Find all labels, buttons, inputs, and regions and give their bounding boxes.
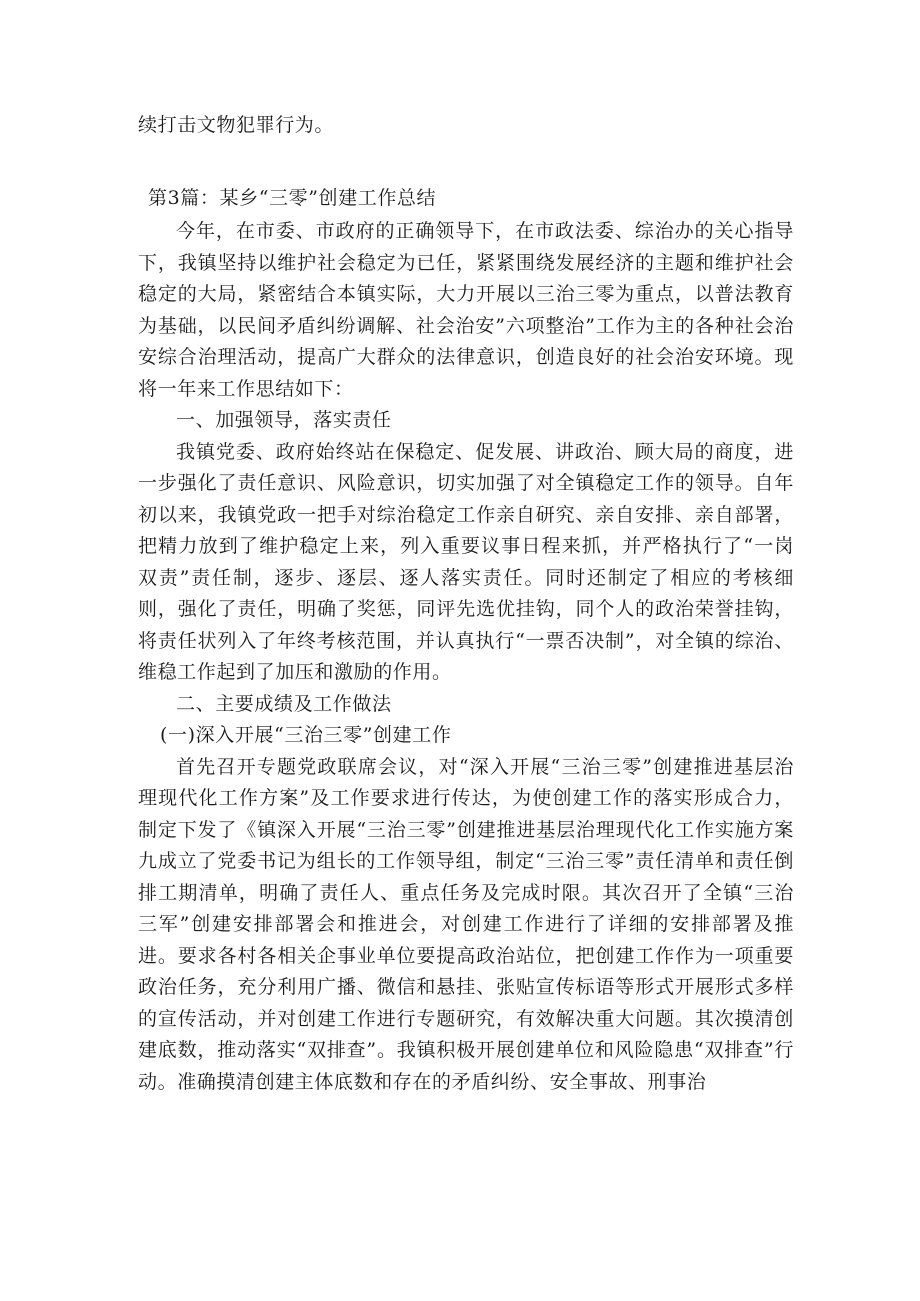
intro-paragraph: 今年，在市委、市政府的正确领导下，在市政法委、综治办的关心指导下，我镇坚持以维护社会稳定为已任，紧紧围绕发展经济的主题和维护社会稳定的大局，紧密结合本镇实际，大力开展以三治三零为重点，以普法教育为基础，以民间矛盾纠纷调解、社会治安”六项整治”工作为主的各种社会治安综合治理活动，提高广大群众的法律意识，创造良好的社会治安环境。现将一年来工作思结如下： (138, 220, 794, 400)
section-heading-1: 一、加强领导，落实责任 (176, 409, 392, 431)
section-heading-2: 二、主要成绩及工作做法 (176, 692, 392, 715)
document-body (138, 110, 794, 1098)
subsection-heading-1: (一)深入开展“三治三零”创建工作 (160, 724, 452, 746)
subsection-paragraph-1: 首先召开专题党政联席会议，对“深入开展“三治三零”创建推进基层治理现代化工作方案”及工作要求进行传达，为使创建工作的落实形成合力，制定下发了《镇深入开展“三治三零”创建推进基层治理现代化工作实施方案九成立了党委书记为组长的工作领导组，制定“三治三零”责任清单和责任倒排工期清单，明确了责任人、重点任务及完成时限。其次召开了全镇“三治三军”创建安排部署会和推进会，对创建工作进行了详细的安排部署及推进。要求各村各相关企事业单位要提高政治站位，把创建工作作为一项重要政治任务，充分利用广播、微信和悬挂、张贴宣传标语等形式开展形式多样的宣传活动，并对创建工作进行专题研究，有效解决重大问题。其次摸清创建底数，推动落实“双排查”。我镇积极开展创建单位和风险隐患“双排查”行动。准确摸清创建主体底数和存在的矛盾纠纷、安全事故、刑事治 (138, 755, 794, 1093)
article-title: 第3篇：某乡“三零”创建工作总结 (148, 186, 437, 209)
carryover-line: 续打击文物犯罪行为。 (138, 114, 335, 136)
section-paragraph-1: 我镇党委、政府始终站在保稳定、促发展、讲政治、顾大局的商度，进一步强化了责任意识、风险意识，切实加强了对全镇稳定工作的领导。自年初以来，我镇党政一把手对综治稳定工作亲自研究、亲自安排、亲自部署，把精力放到了维护稳定上来，列入重要议事日程来抓，并严格执行了“一岗双责”责任制，逐步、逐层、逐人落实责任。同时还制定了相应的考核细则，强化了责任，明确了奖惩，同评先选优挂钩，同个人的政治荣誉挂钩，将责任状列入了年终考核范围，并认真执行“一票否决制”，对全镇的综治、维稳工作起到了加压和激励的作用。 (138, 440, 794, 683)
